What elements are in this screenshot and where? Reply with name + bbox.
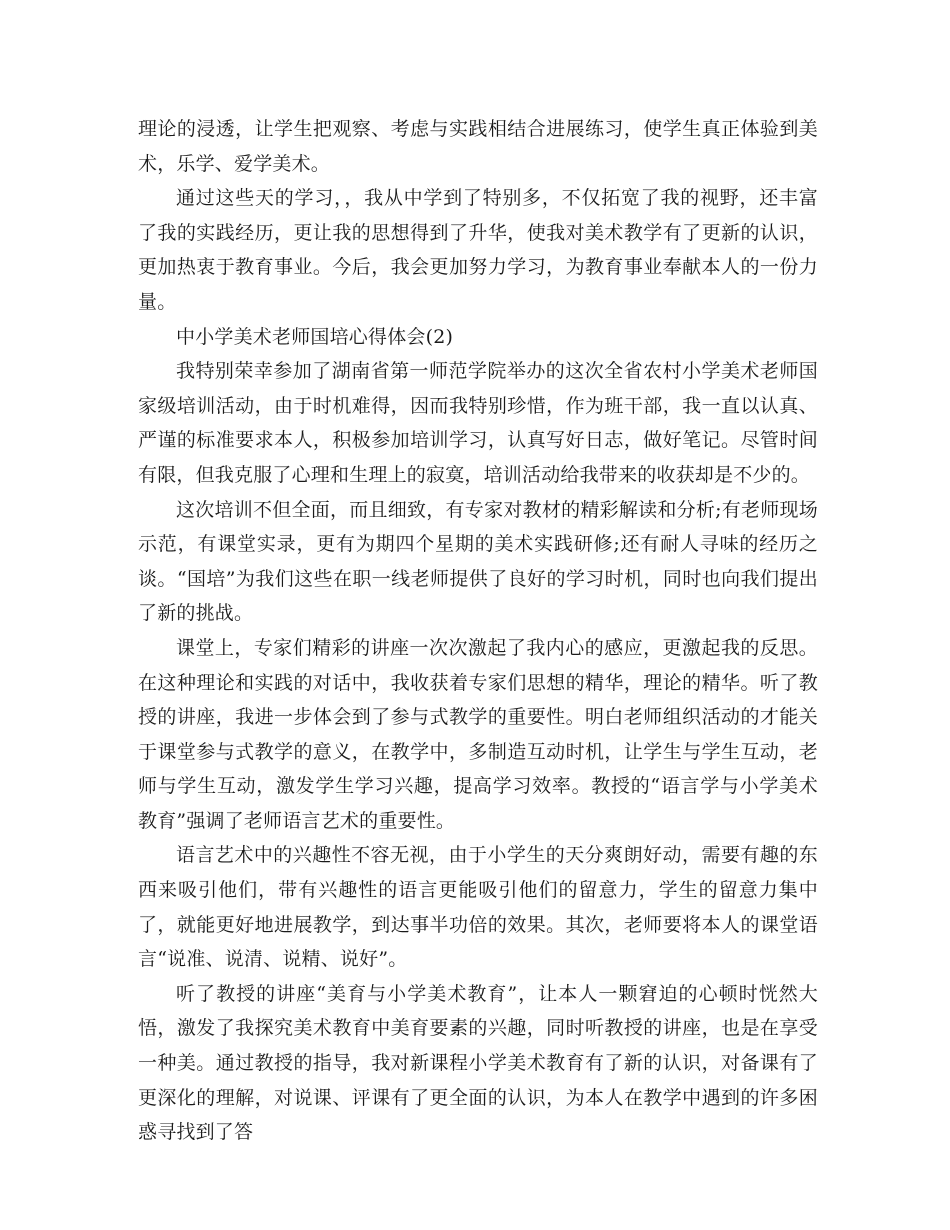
paragraph-2: 通过这些天的学习，，我从中学到了特别多，不仅拓宽了我的视野，还丰富了我的实践经历，更让我的思想得到了升华，使我对美术教学有了更新的认识，更加热衷于教育事业。今后，我会更加努力学习，为教育事业奉献本人的一份力量。: [138, 187, 818, 313]
paragraph-4: 这次培训不但全面，而且细致，有专家对教材的精彩解读和分析;有老师现场示范，有课堂实录，更有为期四个星期的美术实践研修;还有耐人寻味的经历之谈。“国培”为我们这些在职一线老师提供了良好的学习时机，同时也向我们提出了新的挑战。: [138, 498, 818, 625]
paragraph-3: 我特别荣幸参加了湖南省第一师范学院举办的这次全省农村小学美术老师国家级培训活动，由于时机难得，因而我特别珍惜，作为班干部，我一直以认真、严谨的标准要求本人，积极参加培训学习，认真写好日志，做好笔记。尽管时间有限，但我克服了心理和生理上的寂寞，培训活动给我带来的收获却是不少的。: [138, 360, 818, 486]
paragraph-6: 语言艺术中的兴趣性不容无视，由于小学生的天分爽朗好动，需要有趣的东西来吸引他们，带有兴趣性的语言更能吸引他们的留意力，学生的留意力集中了，就能更好地进展教学，到达事半功倍的效果。其次，老师要将本人的课堂语言“说准、说清、说精、说好”。: [138, 844, 818, 971]
document-body: [138, 112, 818, 1150]
paragraph-7: 听了教授的讲座“美育与小学美术教育”，让本人一颗窘迫的心顿时恍然大悟，激发了我探究美术教育中美育要素的兴趣，同时听教授的讲座，也是在享受一种美。通过教授的指导，我对新课程小学美术教育有了新的认识，对备课有了更深化的理解，对说课、评课有了更全面的认识，为本人在教学中遇到的许多困惑寻找到了答: [138, 982, 818, 1144]
paragraph-5: 课堂上，专家们精彩的讲座一次次激起了我内心的感应，更激起我的反思。在这种理论和实践的对话中，我收获着专家们思想的精华，理论的精华。听了教授的讲座，我进一步体会到了参与式教学的重要性。明白老师组织活动的才能关于课堂参与式教学的意义，在教学中，多制造互动时机，让学生与学生互动，老师与学生互动，激发学生学习兴趣，提高学习效率。教授的“语言学与小学美术教育”强调了老师语言艺术的重要性。: [138, 636, 818, 832]
paragraph-1: 理论的浸透，让学生把观察、考虑与实践相结合进展练习，使学生真正体验到美术，乐学、爱学美术。: [138, 118, 818, 175]
section-heading: 中小学美术老师国培心得体会(2): [176, 325, 454, 348]
